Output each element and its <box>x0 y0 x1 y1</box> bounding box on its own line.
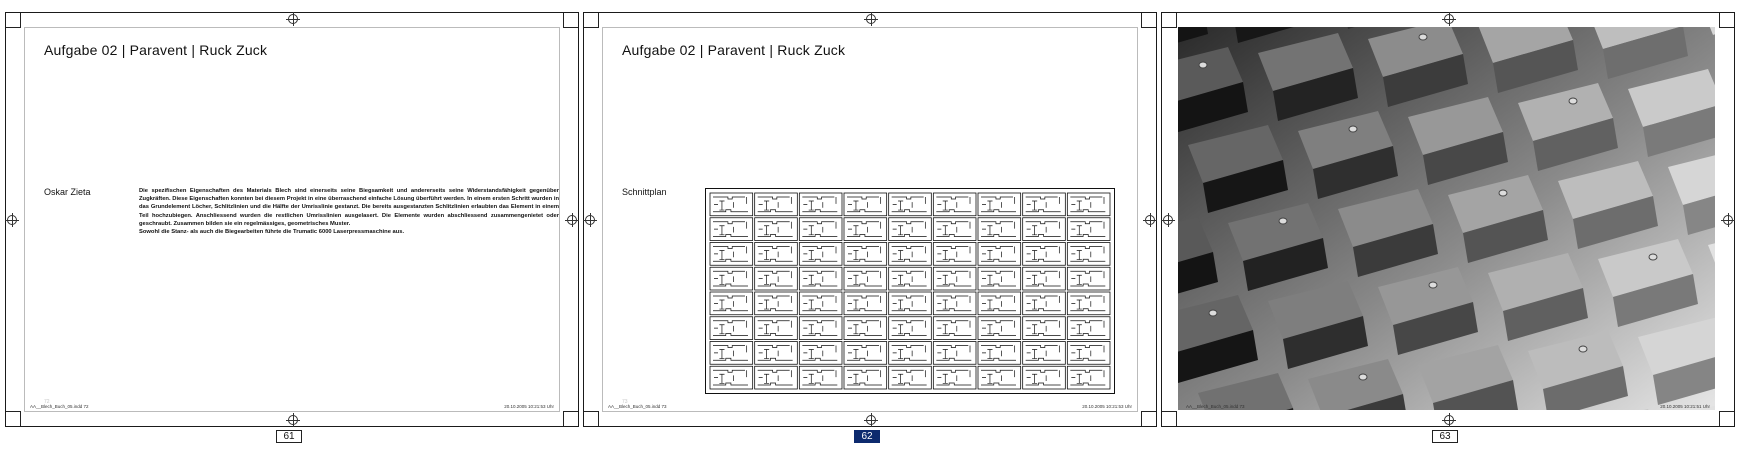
cut-plan-element <box>710 317 753 340</box>
cut-plan-element <box>1023 366 1066 389</box>
crop-mark <box>1162 411 1177 426</box>
registration-mark-icon <box>1444 14 1454 24</box>
cut-plan-element <box>710 267 753 290</box>
cut-plan-element <box>799 366 842 389</box>
footer-timestamp: 20.10.2005 10:21:53 Uhr <box>504 404 554 409</box>
cut-plan-element <box>978 366 1021 389</box>
crop-mark <box>6 13 21 28</box>
cut-plan-element <box>978 342 1021 365</box>
rivet <box>1349 126 1357 132</box>
cut-plan-element <box>755 342 798 365</box>
cut-plan-element <box>844 243 887 266</box>
rivet <box>1279 218 1287 224</box>
cut-plan-element <box>889 366 932 389</box>
cut-plan-figure <box>705 188 1115 394</box>
cut-plan-element <box>1023 243 1066 266</box>
cut-plan-element <box>710 342 753 365</box>
cut-plan-element <box>1023 317 1066 340</box>
cut-plan-element <box>799 317 842 340</box>
author-label: Oskar Zieta <box>44 187 91 197</box>
crop-mark <box>1141 411 1156 426</box>
cut-plan-element <box>710 292 753 315</box>
registration-mark-icon <box>1723 215 1733 225</box>
registration-mark-icon <box>1444 415 1454 425</box>
cut-plan-element <box>844 366 887 389</box>
body-paragraph: Sowohl die Stanz- als auch die Biegearbeiten führte die Trumatic 6000 Laserpressmaschine aus. <box>139 229 405 236</box>
cut-plan-element <box>978 267 1021 290</box>
cut-plan-element <box>844 218 887 241</box>
rivet <box>1359 374 1367 380</box>
cut-plan-element <box>1067 243 1110 266</box>
cut-plan-element <box>844 292 887 315</box>
cut-plan-element <box>844 267 887 290</box>
page-63[interactable] <box>1161 12 1735 427</box>
cut-plan-element <box>1067 317 1110 340</box>
cut-plan-element <box>799 342 842 365</box>
rivet <box>1569 98 1577 104</box>
cut-plan-element <box>1067 193 1110 216</box>
cut-plan-element <box>799 292 842 315</box>
cut-plan-element <box>710 193 753 216</box>
page-title: Aufgabe 02 | Paravent | Ruck Zuck <box>622 42 846 58</box>
crop-mark <box>1719 13 1734 28</box>
cut-plan-element <box>978 292 1021 315</box>
faint-page-number: 72 <box>44 399 50 405</box>
cut-plan-element <box>889 342 932 365</box>
cut-plan-element <box>1067 366 1110 389</box>
cut-plan-element <box>1067 267 1110 290</box>
cut-plan-element <box>799 193 842 216</box>
cut-plan-element <box>889 243 932 266</box>
footer-filename: AA__Blech_Buch_05.indd 73 <box>1186 404 1245 409</box>
cut-plan-element <box>1067 342 1110 365</box>
cut-plan-element <box>844 342 887 365</box>
cut-plan-element <box>933 366 976 389</box>
cut-plan-element <box>933 342 976 365</box>
page-62[interactable] <box>583 12 1157 427</box>
crop-mark <box>563 411 578 426</box>
registration-mark-icon <box>567 215 577 225</box>
rivet <box>1649 254 1657 260</box>
crop-mark <box>6 411 21 426</box>
registration-mark-icon <box>1145 215 1155 225</box>
cut-plan-element <box>755 317 798 340</box>
page-number-tab-active[interactable]: 62 <box>854 430 880 443</box>
cut-plan-element <box>1023 218 1066 241</box>
registration-mark-icon <box>1163 215 1173 225</box>
cut-plan-element <box>933 292 976 315</box>
rivet <box>1499 190 1507 196</box>
rivet <box>1209 310 1217 316</box>
cut-plan-element <box>889 193 932 216</box>
cut-plan-element <box>933 243 976 266</box>
cut-plan-element <box>933 317 976 340</box>
faint-page-number: 73 <box>622 399 628 405</box>
cut-plan-element <box>1023 193 1066 216</box>
section-label: Schnittplan <box>622 187 667 197</box>
page-61[interactable] <box>5 12 579 427</box>
cut-plan-element <box>978 317 1021 340</box>
cut-plan-element <box>933 193 976 216</box>
cut-plan-element <box>755 218 798 241</box>
cut-plan-element <box>978 218 1021 241</box>
cut-plan-element <box>755 193 798 216</box>
crop-mark <box>563 13 578 28</box>
cut-plan-element <box>799 218 842 241</box>
footer-timestamp: 20.10.2005 10:21:51 Uhr <box>1660 404 1710 409</box>
cut-plan-element <box>933 218 976 241</box>
cut-plan-element <box>844 193 887 216</box>
registration-mark-icon <box>288 14 298 24</box>
crop-mark <box>584 411 599 426</box>
cut-plan-element <box>933 267 976 290</box>
footer-timestamp: 20.10.2005 10:21:53 Uhr <box>1082 404 1132 409</box>
cut-plan-element <box>1023 342 1066 365</box>
crop-mark <box>1719 411 1734 426</box>
registration-mark-icon <box>585 215 595 225</box>
cut-plan-element <box>889 292 932 315</box>
registration-mark-icon <box>866 14 876 24</box>
cut-plan-element <box>710 243 753 266</box>
cut-plan-element <box>710 366 753 389</box>
rivet <box>1429 282 1437 288</box>
cut-plan-element <box>1067 218 1110 241</box>
body-paragraph: Die spezifischen Eigenschaften des Materials Blech sind einerseits seine Biegsamkeit und andererseits seine Widerstandsfähigkeit gegenüber Zugkräften. Diese Eigenschaften konnten bei diesem Projekt in eine überraschend einfache Lösung überführt werden. In einem ersten Schritt wurden in das Grundelement Löcher, Schlitzlinien und die Hälfte der Umrisslinie gestanzt. Die bereits ausgestanzten Schlitzlinien erlaubten das Element in einem Teil hochzubiegen. Anschliessend wurden die restlichen Umrisslinien ausgelasert. Die Elemente wurden abschliessend zusammengenietet oder geschraubt. Zusammen bilden sie ein regelmässiges, geometrisches Muster. <box>139 188 559 227</box>
registration-mark-icon <box>866 415 876 425</box>
folded-metal-panels-image <box>1178 27 1715 410</box>
cut-plan-element <box>1067 292 1110 315</box>
body-text <box>139 187 559 236</box>
crop-mark <box>1141 13 1156 28</box>
cut-plan-element <box>978 193 1021 216</box>
cut-plan-element <box>755 292 798 315</box>
cut-plan-element <box>889 218 932 241</box>
cut-plan-element <box>889 267 932 290</box>
registration-mark-icon <box>288 415 298 425</box>
cut-plan-element <box>710 218 753 241</box>
page-number-tab[interactable]: 63 <box>1432 430 1458 443</box>
cut-plan-element <box>889 317 932 340</box>
page-title: Aufgabe 02 | Paravent | Ruck Zuck <box>44 42 268 58</box>
rivet <box>1419 34 1427 40</box>
cut-plan-element <box>799 243 842 266</box>
crop-mark <box>1162 13 1177 28</box>
cut-plan-grid <box>706 189 1114 393</box>
crop-mark <box>584 13 599 28</box>
cut-plan-element <box>978 243 1021 266</box>
cut-plan-element <box>755 243 798 266</box>
cut-plan-element <box>844 317 887 340</box>
rivet <box>1579 346 1587 352</box>
rivet <box>1199 62 1207 68</box>
cut-plan-element <box>755 366 798 389</box>
cut-plan-element <box>755 267 798 290</box>
cut-plan-element <box>799 267 842 290</box>
footer-filename: AA__Blech_Buch_05.indd 72 <box>30 404 89 409</box>
page-number-tab[interactable]: 61 <box>276 430 302 443</box>
sheet-metal-photo <box>1178 27 1715 410</box>
cut-plan-element <box>1023 267 1066 290</box>
cut-plan-element <box>1023 292 1066 315</box>
footer-filename: AA__Blech_Buch_05.indd 73 <box>608 404 667 409</box>
registration-mark-icon <box>7 215 17 225</box>
